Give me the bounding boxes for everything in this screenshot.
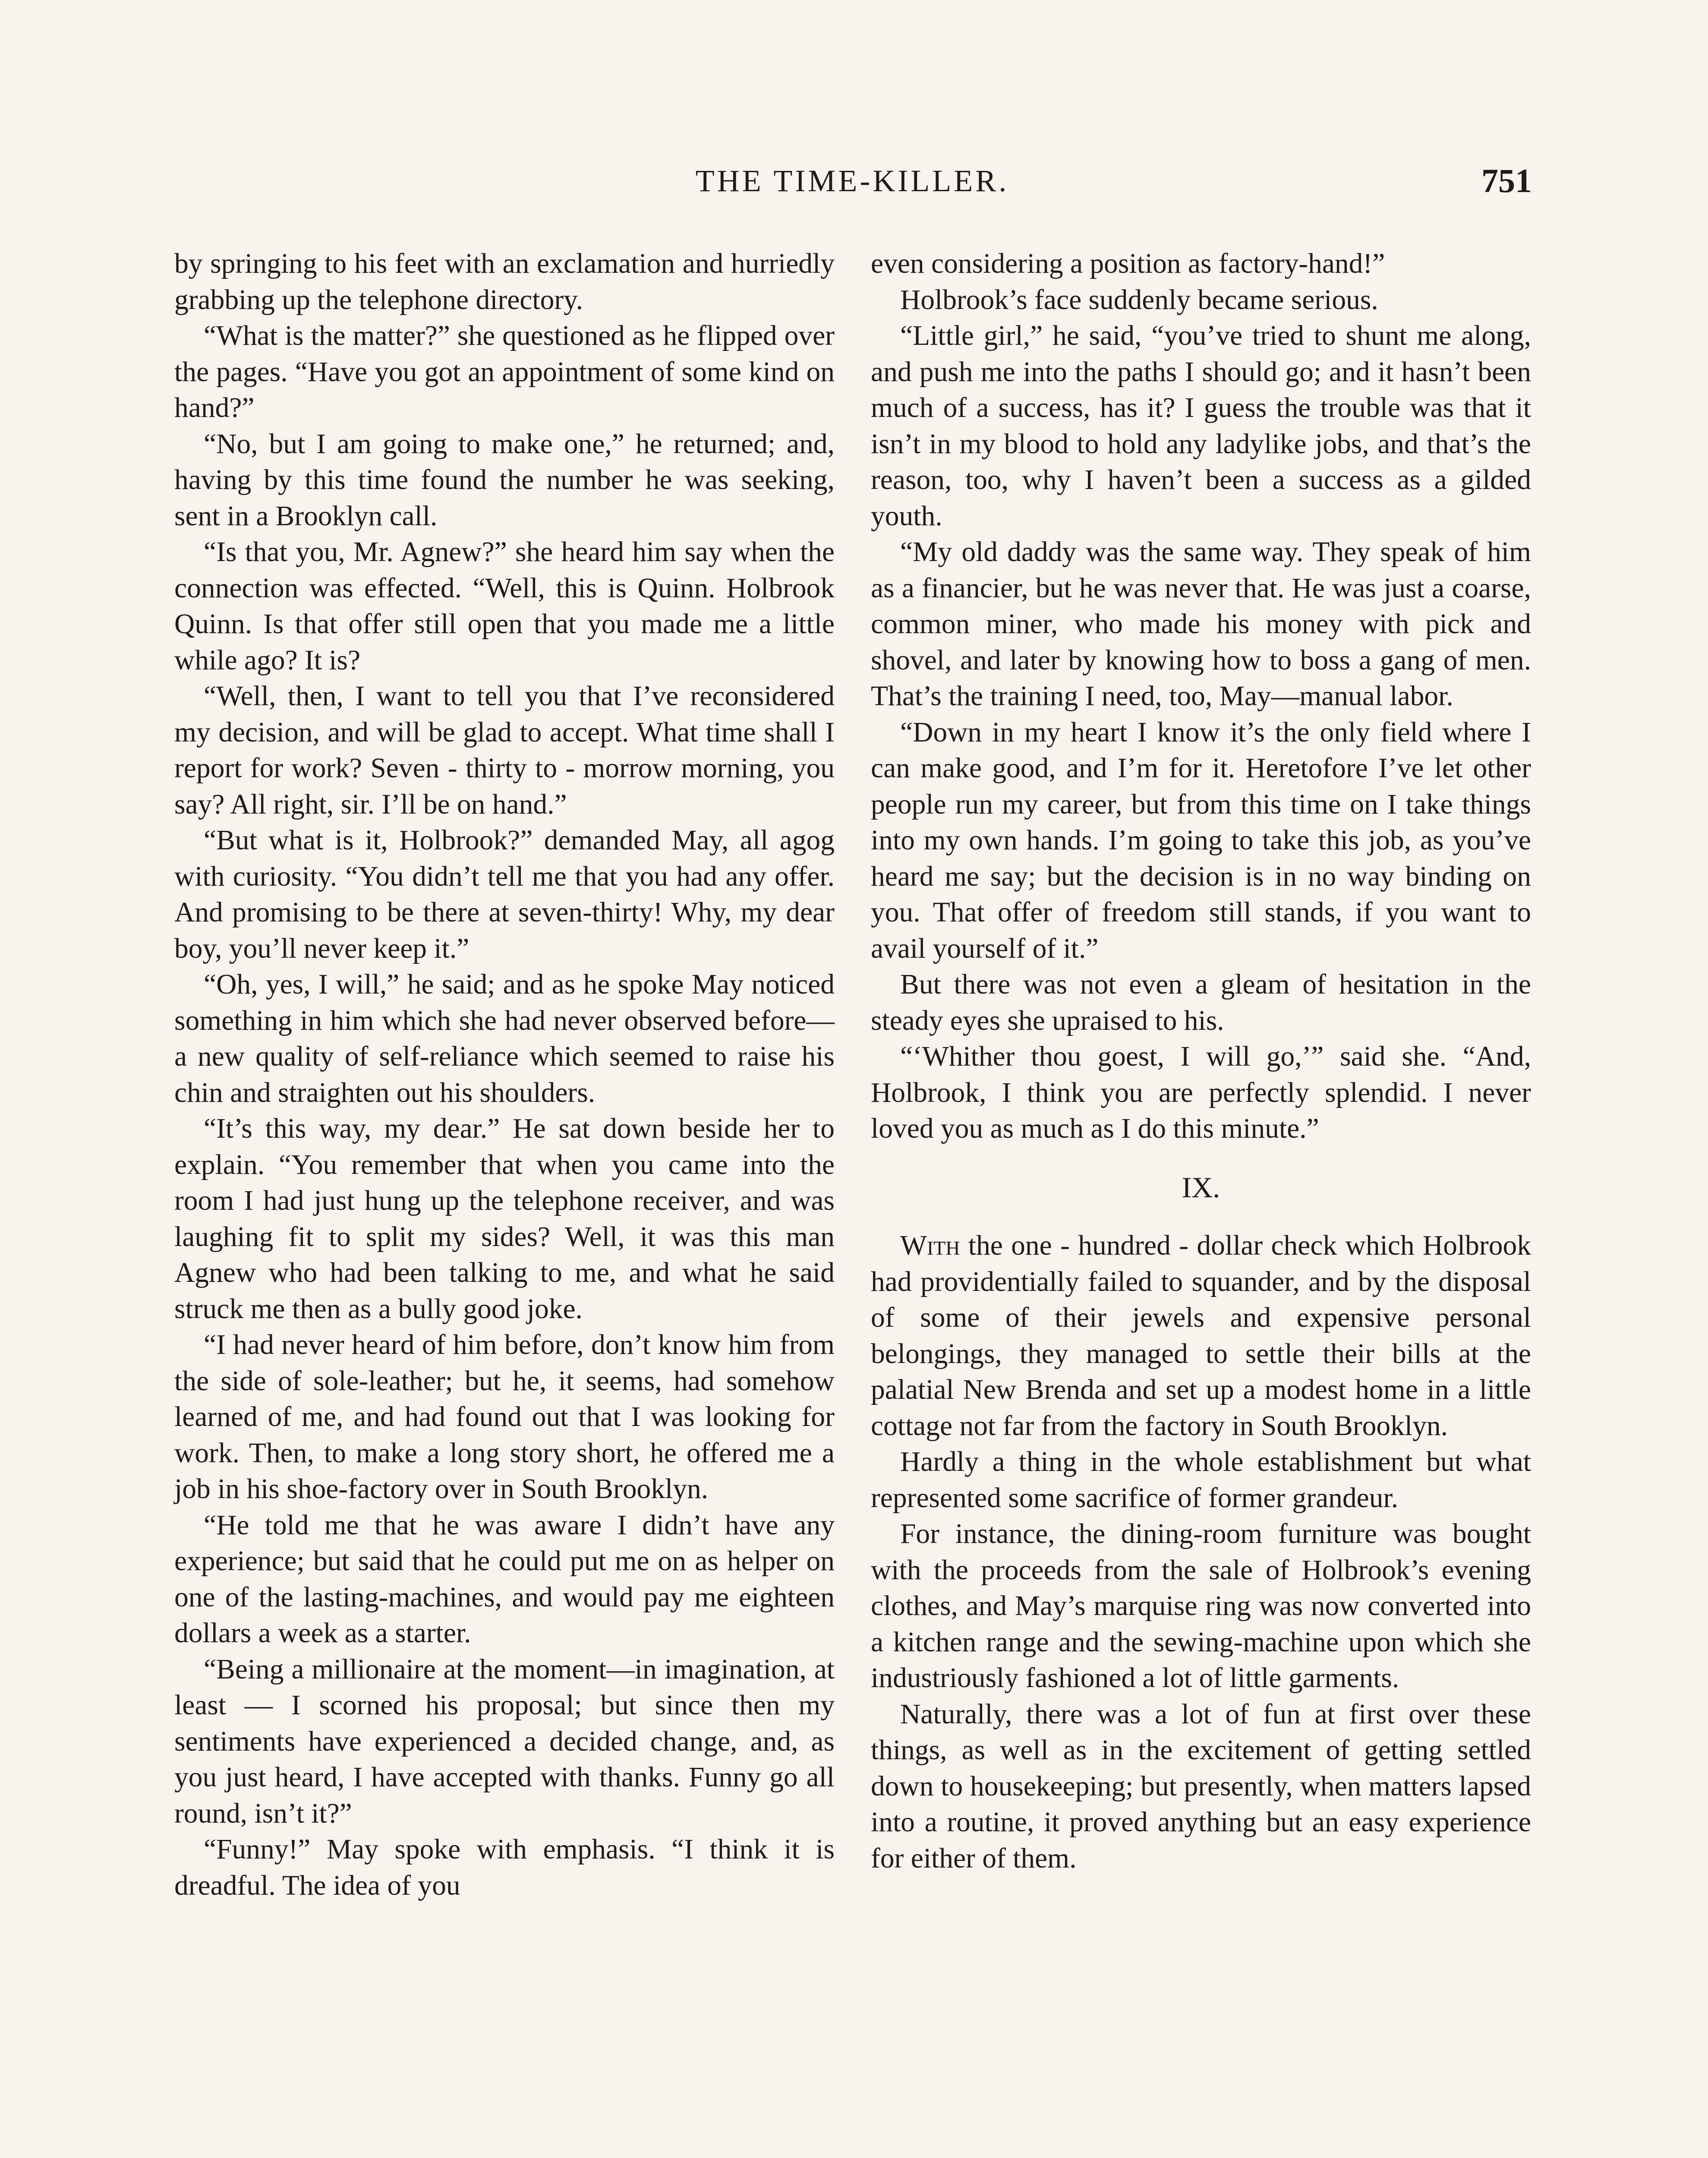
- running-title: THE TIME-KILLER.: [695, 164, 1009, 198]
- paragraph: Hardly a thing in the whole establishment but what represented some sacrifice of former grandeur.: [871, 1446, 1531, 1514]
- paragraph: “No, but I am going to make one,” he returned; and, having by this time found the number he was seeking, sent in a Brooklyn call.: [174, 428, 835, 532]
- paragraph: Naturally, there was a lot of fun at first over these things, as well as in the excitement of getting settled down to housekeeping; but presently, when matters lapsed into a routine, it proved anything but an easy experience for either of them.: [871, 1698, 1531, 1874]
- paragraph: “Well, then, I want to tell you that I’ve reconsidered my decision, and will be glad to accept. What time shall I report for work? Seven - thirty to - morrow morning, you say? All right, sir. I’ll be on hand.”: [174, 681, 835, 820]
- paragraph: For instance, the dining-room furniture was bought with the proceeds from the sale of Holbrook’s evening clothes, and May’s marquise ring was now converted into a kitchen range and the sewing-machine upon which she industriously fashioned a lot of little garments.: [871, 1518, 1531, 1694]
- paragraph: “‘Whither thou goest, I will go,’” said she. “And, Holbrook, I think you are perfectly splendid. I never loved you as much as I do this minute.”: [871, 1041, 1531, 1144]
- section-opening-paragraph: [871, 1228, 1531, 1444]
- paragraph: “He told me that he was aware I didn’t have any experience; but said that he could put me on as helper on one of the lasting-machines, and would pay me eighteen dollars a week as a starter.: [174, 1509, 835, 1649]
- paragraph: by springing to his feet with an exclamation and hurriedly grabbing up the telephone directory.: [174, 248, 835, 315]
- paragraph: “Little girl,” he said, “you’ve tried to shunt me along, and push me into the paths I should go; and it hasn’t been much of a success, has it? I guess the trouble was that it isn’t in my blood to hold any ladylike jobs, and that’s the reason, too, why I haven’t been a success as a gilded youth.: [871, 320, 1531, 532]
- running-head: [173, 163, 1532, 211]
- right-column: [871, 246, 1531, 1877]
- lead-in-word: With: [900, 1230, 960, 1261]
- left-column: [174, 246, 835, 1904]
- section-heading: IX.: [1182, 1170, 1220, 1204]
- paragraph: “Down in my heart I know it’s the only field where I can make good, and I’m for it. Heretofore I’ve let other people run my career, but from this time on I take things into my own hands. I’m going to take this job, as you’ve heard me say; but the decision is in no way binding on you. That offer of freedom still stands, if you want to avail yourself of it.”: [871, 716, 1531, 964]
- paragraph: “It’s this way, my dear.” He sat down beside her to explain. “You remember that when you came into the room I had just hung up the telephone receiver, and was laughing fit to split my sides? Well, it was this man Agnew who had been talking to me, and what he said struck me then as a bully good joke.: [174, 1113, 835, 1325]
- page-number: 751: [1481, 162, 1532, 199]
- paragraph: “But what is it, Holbrook?” demanded May, all agog with curiosity. “You didn’t tell me that you had any offer. And promising to be there at seven-thirty! Why, my dear boy, you’ll never keep it.”: [174, 825, 835, 964]
- paragraph: “Is that you, Mr. Agnew?” she heard him say when the connection was effected. “Well, this is Quinn. Holbrook Quinn. Is that offer still open that you made me a little while ago? It is?: [174, 536, 835, 676]
- paragraph: “Funny!” May spoke with emphasis. “I think it is dreadful. The idea of you: [174, 1834, 835, 1901]
- paragraph: “My old daddy was the same way. They speak of him as a financier, but he was never that. He was just a coarse, common miner, who made his money with pick and shovel, and later by knowing how to boss a gang of men. That’s the training I need, too, May—manual labor.: [871, 536, 1531, 712]
- paragraph: even considering a position as factory-hand!”: [871, 248, 1385, 279]
- paragraph: “What is the matter?” she questioned as he flipped over the pages. “Have you got an appointment of some kind on hand?”: [174, 320, 835, 423]
- paragraph: “Being a millionaire at the moment—in imagination, at least — I scorned his proposal; but since then my sentiments have experienced a decided change, and, as you just heard, I have accepted with thanks. Funny go all round, isn’t it?”: [174, 1653, 835, 1829]
- paragraph-text: the one - hundred - dollar check which Holbrook had providentially failed to squander, and by the disposal of some of their jewels and expensive personal belongings, they managed to settle their bills at the palatial New Brenda and set up a modest home in a little cottage not far from the factory in South Brooklyn.: [871, 1230, 1531, 1442]
- paragraph: “I had never heard of him before, don’t know him from the side of sole-leather; but he, it seems, had somehow learned of me, and had found out that I was looking for work. Then, to make a long story short, he offered me a job in his shoe-factory over in South Brooklyn.: [174, 1329, 835, 1505]
- paragraph: But there was not even a gleam of hesitation in the steady eyes she upraised to his.: [871, 969, 1531, 1036]
- paragraph: Holbrook’s face suddenly became serious.: [900, 284, 1378, 315]
- paragraph: “Oh, yes, I will,” he said; and as he spoke May noticed something in him which she had never observed before—a new quality of self-reliance which seemed to raise his chin and straighten out his shoulders.: [174, 969, 835, 1108]
